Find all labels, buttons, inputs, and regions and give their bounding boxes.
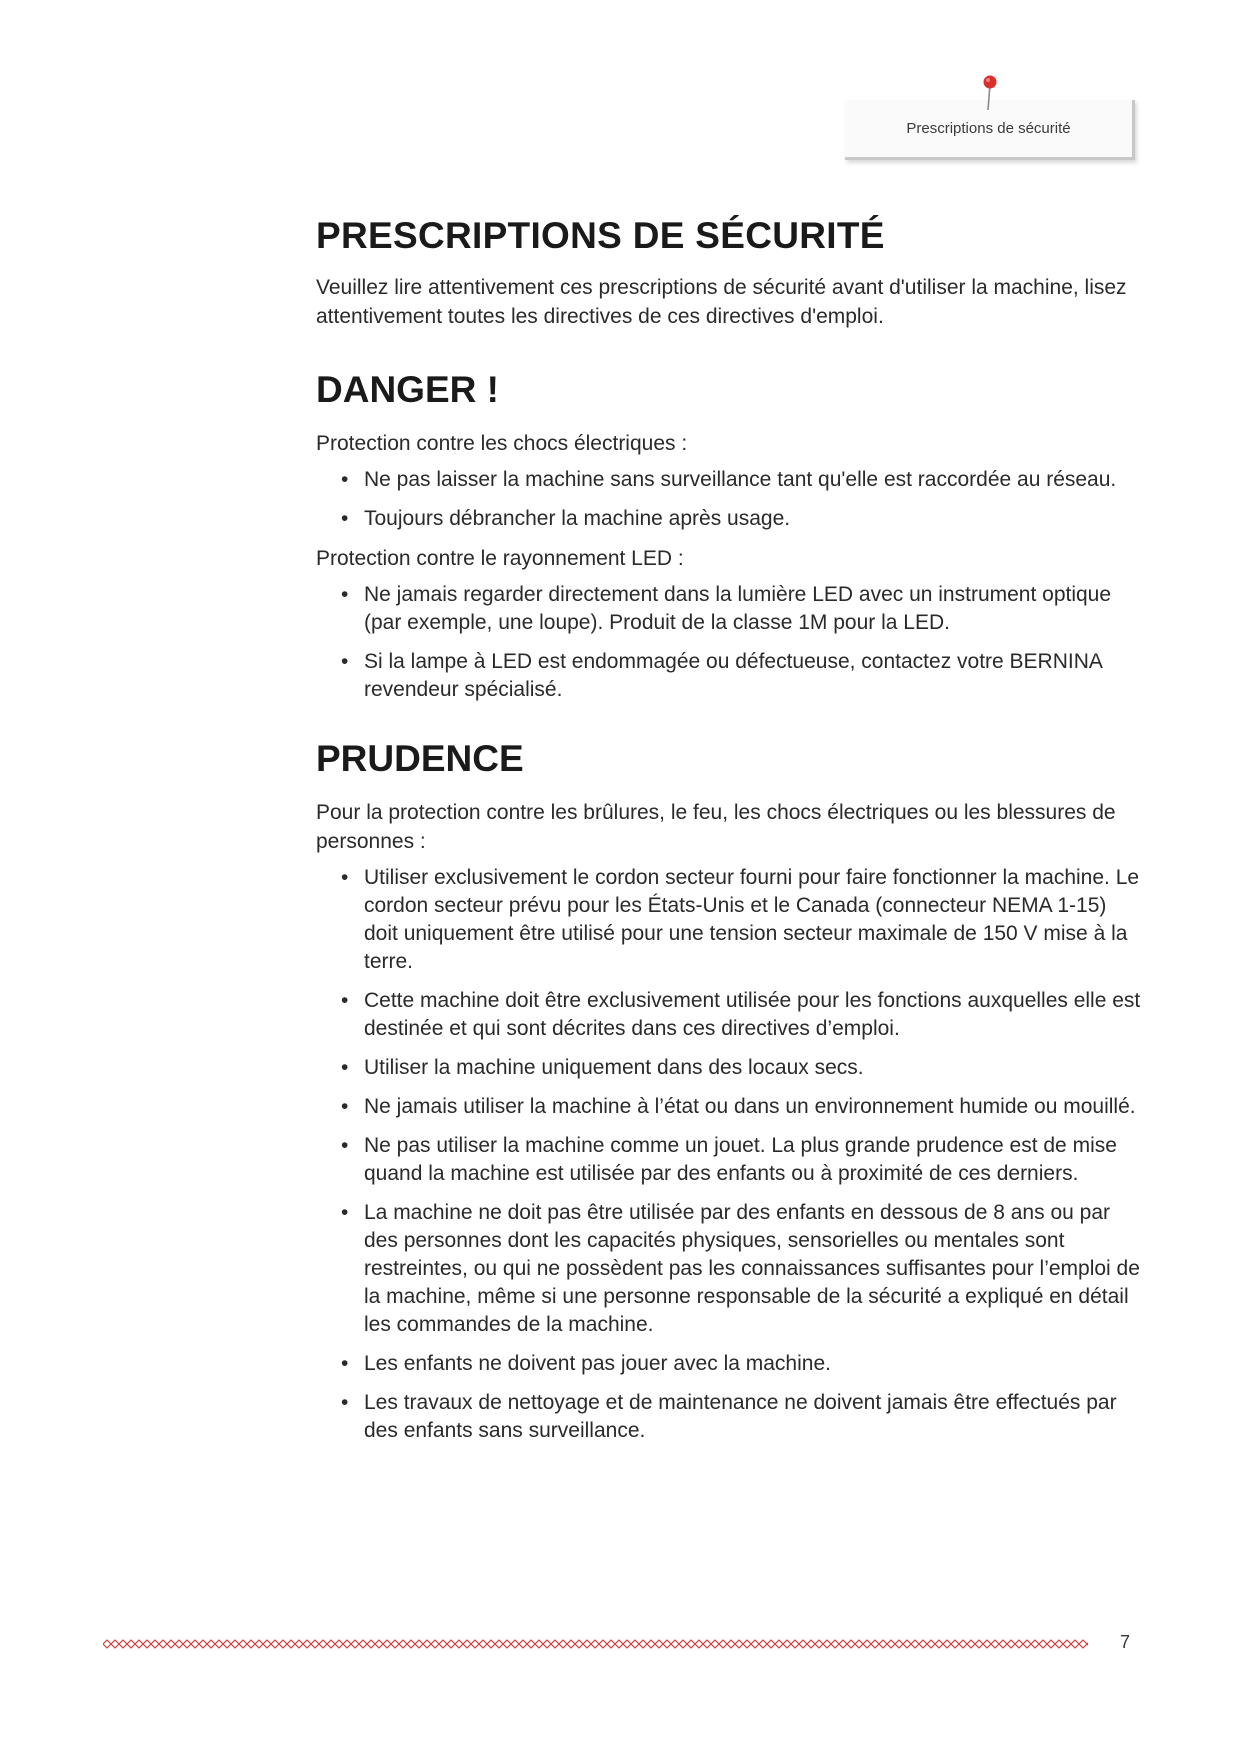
list-item: • Toujours débrancher la machine après usage. (341, 507, 791, 530)
list-item: • Les travaux de nettoyage et de maintenance ne doivent jamais être effectués par des enfants sans surveillance. (341, 1391, 1117, 1442)
list-item: • Ne jamais utiliser la machine à l’état ou dans un environnement humide ou mouillé. (341, 1095, 1136, 1118)
prudence-heading: PRUDENCE (316, 738, 524, 779)
danger-list (316, 581, 1146, 704)
section-tab-label: Prescriptions de sécurité (906, 120, 1071, 137)
page-title: PRESCRIPTIONS DE SÉCURITÉ (316, 215, 885, 256)
list-item: • Ne jamais regarder directement dans la lumière LED avec un instrument optique (par exemple, une loupe). Produit de la classe 1M pour la LED. (341, 583, 1112, 634)
list-item: • Ne pas laisser la machine sans surveillance tant qu'elle est raccordée au réseau. (341, 468, 1117, 491)
danger-group-label: Protection contre le rayonnement LED : (316, 547, 684, 570)
stitch-divider (103, 1638, 1088, 1650)
list-item: • Utiliser la machine uniquement dans des locaux secs. (341, 1056, 864, 1079)
document-body (316, 215, 1146, 1456)
list-item: • Si la lampe à LED est endommagée ou défectueuse, contactez votre BERNINA revendeur spécialisé. (341, 650, 1102, 701)
list-item: • La machine ne doit pas être utilisée par des enfants en dessous de 8 ans ou par des personnes dont les capacités physiques, sensorielles ou mentales sont restreintes, ou qui ne possèdent pas les connaissances suffisantes pour l’emploi de la machine, même si une personne responsable de la sécurité a expliqué en détail les commandes de la machine. (341, 1201, 1140, 1336)
prudence-list (316, 864, 1146, 1445)
pin-icon (980, 74, 1000, 114)
list-item: • Cette machine doit être exclusivement utilisée pour les fonctions auxquelles elle est destinée et qui sont décrites dans ces directives d’emploi. (341, 989, 1141, 1040)
danger-section (316, 369, 1146, 704)
danger-list (316, 466, 1146, 533)
danger-group-label: Protection contre les chocs électriques : (316, 432, 688, 455)
list-item: • Utiliser exclusivement le cordon secteur fourni pour faire fonctionner la machine. Le cordon secteur prévu pour les États-Unis et le Canada (connecteur NEMA 1-15) doit uniquement être utilisé pour une tension secteur maximale de 150 V mise à la terre. (341, 866, 1140, 973)
intro-paragraph: Veuillez lire attentivement ces prescriptions de sécurité avant d'utiliser la machine, lisez attentivement toutes les directives de ces directives d'emploi. (316, 276, 1127, 328)
prudence-label: Pour la protection contre les brûlures, le feu, les chocs électriques ou les blessures de personnes : (316, 801, 1116, 853)
list-item: • Ne pas utiliser la machine comme un jouet. La plus grande prudence est de mise quand la machine est utilisée par des enfants ou à proximité de ces derniers. (341, 1134, 1117, 1185)
danger-heading: DANGER ! (316, 369, 499, 410)
prudence-section (316, 738, 1146, 1445)
list-item: • Les enfants ne doivent pas jouer avec la machine. (341, 1352, 831, 1375)
page-number: 7 (1120, 1632, 1131, 1652)
